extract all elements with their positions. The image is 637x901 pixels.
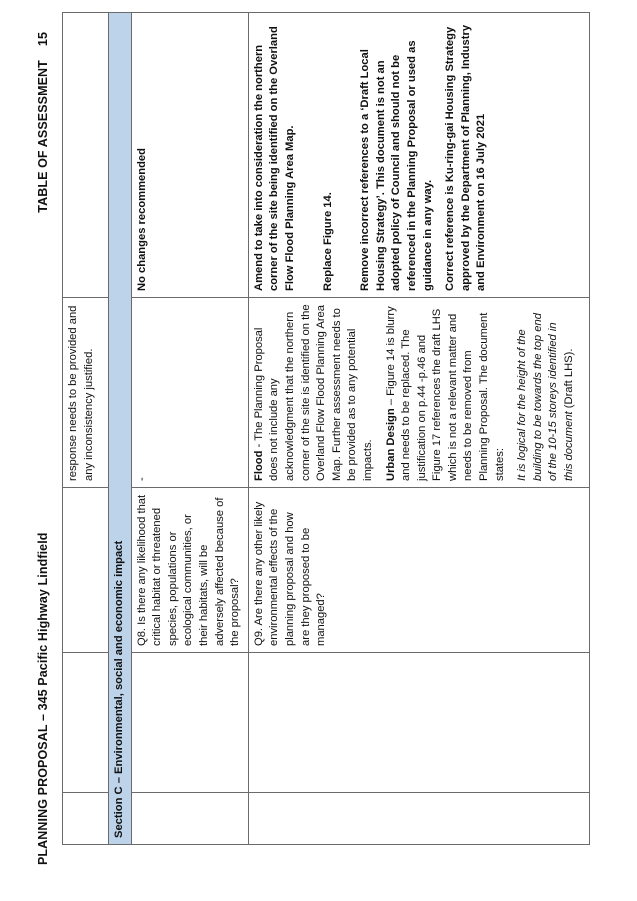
section-row: [109, 13, 132, 845]
assessment-table: [62, 12, 590, 845]
table-cell: [63, 13, 109, 298]
table-cell: [63, 793, 109, 845]
flood-text: - The Planning Proposal does not include any acknowledgment that the northern corner of the site is identified on the Overland Flow Flood Planning Area Map. Further assessment needs to be provided as to any potential impacts.: [252, 304, 374, 481]
quote-text: It is logical for the height of the building to be towards the top end of the 10-15 storeys identified in this document: [516, 313, 576, 481]
response-q9: [248, 298, 589, 488]
response-q8: -: [131, 298, 248, 488]
rec-lhs: Remove incorrect references to a ‘Draft Local Housing Strategy’. This document is not an adopted policy of Council and should not be referenced in the Planning Proposal or used as guidance in any way.: [359, 40, 434, 291]
rec-figure: Replace Figure 14.: [321, 192, 334, 291]
section-heading: Section C – Environmental, social and economic impact: [109, 13, 132, 845]
recommendation-q8: No changes recommended: [131, 13, 248, 298]
table-row-q9: [248, 13, 589, 845]
table-cell: [248, 653, 589, 793]
page-number: 15: [36, 32, 50, 47]
quote-source: (Draft LHS).: [563, 348, 576, 412]
rec-correct-reference: Correct reference is Ku-ring-gai Housing Strategy approved by the Department of Planning, Industry and Environment on 16 July 2021: [444, 24, 488, 291]
page-header-right: [36, 32, 50, 213]
urban-design-label: Urban Design: [384, 408, 397, 481]
flood-paragraph: [252, 304, 377, 481]
question-q8: Q8. Is there any likelihood that critical habitat or threatened species, populations or ecological communities, or their habitats, will be adversely affected because of the proposal?: [131, 488, 248, 653]
table-cell: [63, 488, 109, 653]
response-cell: response needs to be provided and any inconsistency justified.: [63, 298, 109, 488]
table-cell: [63, 653, 109, 793]
urban-design-text: – Figure 14 is blurry and needs to be replaced. The justification on p.44 -p.46 and Figure 17 references the draft LHS which is not a relevant matter and needs to be removed from Planning Proposal. The document states:: [384, 306, 506, 481]
table-cell: [131, 793, 248, 845]
flood-label: Flood: [252, 450, 265, 481]
urban-design-paragraph: [384, 304, 509, 481]
rec-flood: Amend to take into consideration the northern corner of the site being identified on the Overland Flow Flood Planning Area Map.: [252, 26, 296, 291]
document-title: PLANNING PROPOSAL – 345 Pacific Highway Lindfield: [36, 532, 50, 865]
table-row-q8: [131, 13, 248, 845]
question-q9: Q9. Are there any other likely environmental effects of the planning proposal and how are they proposed to be managed?: [248, 488, 589, 653]
quote-paragraph: [515, 304, 577, 481]
table-cell: [248, 793, 589, 845]
table-row: [63, 13, 109, 845]
recommendation-q9: [248, 13, 589, 298]
section-title: TABLE OF ASSESSMENT: [36, 60, 50, 213]
table-cell: [131, 653, 248, 793]
